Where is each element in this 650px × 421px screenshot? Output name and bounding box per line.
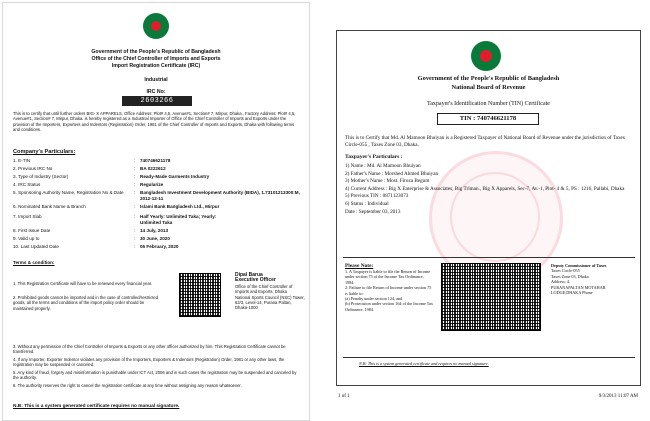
officer-line: Taxes Circle-055 — [551, 268, 580, 274]
bangladesh-emblem-icon — [143, 13, 169, 39]
tin-nbr-title: National Board of Revenue — [451, 84, 526, 91]
particular-value: Half Yearly: Unlimited Taka; Yearly: Unlimited Taka — [140, 214, 217, 225]
particular-label: 1. E-TIN — [13, 158, 31, 163]
tin-officer-block — [551, 263, 637, 295]
please-note-item: (b) Prosecution under section 164 of the Income Tax Ordinance, 1984. — [345, 301, 434, 312]
irc-gov-title: Government of the People's Republic of Bangladesh — [91, 49, 221, 55]
please-note-item: 1. A Taxpayer is liable to file the Return of Income under section 75 of the Income Tax Ordinance, 1984. — [345, 269, 431, 285]
page-indicator: 1 of 1 — [338, 394, 350, 399]
particular-label: 10. Last Updated Date — [13, 244, 59, 249]
particular-label: 7. Import Slab — [13, 214, 42, 219]
irc-term-item: 6. The authority reserves the right to cancel the registration certificate at any time without assigning any reason whatsoever. — [13, 383, 242, 388]
irc-term-item: 3. Without any permission of the Chief Controller of Imports & Exports or any other officer authorized by him, This Registration Certificate cannot be transferred. — [13, 344, 286, 355]
officer-line: Address: 4, — [551, 279, 571, 285]
particular-value: BA 0222612 — [140, 166, 166, 171]
tin-qr-code — [441, 263, 541, 331]
particular-value: Islami Bank Bangladesh Ltd., Mirpur — [140, 204, 220, 209]
irc-term-item: 1. This Registration Certificate will have to be renewed every financial year. — [13, 281, 153, 286]
officer-title: Executive Officer — [235, 277, 276, 284]
irc-particulars-title: Company's Particulars: — [13, 149, 76, 155]
tin-certificate-subtitle: Taxpayer's Identification Number (TIN) Certificate — [427, 101, 550, 107]
tin-divider — [343, 257, 635, 258]
tin-certificate-frame — [336, 30, 641, 386]
tin-date: Date : September 03, 2013 — [345, 208, 401, 215]
particular-value: 30 June, 2020 — [140, 236, 170, 241]
particular-value: Regularize — [140, 182, 164, 187]
tin-please-note — [345, 263, 433, 312]
officer-title: Deputy Commissioner of Taxes — [551, 263, 607, 268]
particular-value: 740746621178 — [140, 158, 171, 163]
tin-particular-item: 2) Father's Name : Morshed Ahmed Bhuiyan — [345, 170, 439, 177]
particular-value: 14 July, 2013 — [140, 228, 169, 233]
particular-label: 8. First Issue Date — [13, 228, 51, 233]
tin-footer-note: N.B: This is a system generated certificate and requires no manual signature. — [359, 361, 489, 366]
print-timestamp: 9/3/2013 11:07 AM — [598, 394, 638, 399]
irc-certificate-title: Import Registration Certificate (IRC) — [111, 63, 201, 69]
bangladesh-emblem-icon — [471, 41, 501, 71]
particular-value: Ready-Made Garments Industry — [140, 174, 210, 179]
irc-certificate: Government of the People's Republic of Bangladesh Office of the Chief Controller of Imports and Exports Import Registration Certificate (IRC) Industrial IRC No: 2603266 This is to certify that until further orders BIG- X APPARELS, Office Address: Plot# 4,5, Avenue#1, Section# 7, Mirpur, Dhaka., Factory Address: Plot# 4,5, Avenue#1, Section# 7, Mirpur, Dhaka. is hereby registered as a Industrial Importer of Office of the Chief Controller of Imports and Exports under the provision of the Importers, Exporters and Indentors (Registration) Order, 1981 of the Chief Controller of Imports and Exports, Dhaka with following terms and conditions. Company's Particulars: 1. E-TIN : 740746621178 2. Previous IRC No : BA 0222612 3. Type of Industry (Sector) : Ready-Made Garments Industry 4. IRC Status : Regularize 5. Sponsoring Authority Name, Registration No & Date : Bangladesh Investment Development Authority (BIDA), 1.73101213300:M, 2012-12-11 6. Nominated Bank Name & Branch : Islami Bank Bangladesh Ltd., Mirpur 7. Import Slab : Half Yearly: Unlimited Taka; Yearly: Unlimited Taka 8. First Issue Date : 14 July, 2013 9. Valid up to : 30 June, 2020 10. Last Updated Date : 05 February, 2020 Terms & condition: 1. This Registration Certificate will have to be renewed every financial year. 2. Prohibited goods cannot be imported and in the case of controlled/restricted goods, all the terms and conditions of the import policy order should be maintained properly. Dipal Barua Executive Officer Office of the Chief Controller of Imports and Exports, Dhaka National Sports Council (NSC) Tower, 62/3, Level-14, Purana Paltan, Dhaka-1000 3. Without any permission of the Chief Controller of Imports & Exports or any other officer authorized by him, This Registration Certificate cannot be transferred. 4. If any Importer, Exporter Indentor violates any provision of the Importers, Exporters & Indentors (Registration) Order, 1981 or any other laws, the registration may be suspended or canceled. 5. Any kind of fraud, forgery and misinformation is punishable under ICT Act, 2006 and in such cases the registration may be suspended and canceled by the authority. 6. The authority reserves the right to cancel the registration certificate at any time without assigning any reason whatsoever. N.B: This is a system generated certificate requires no manual signature. — [2, 2, 310, 421]
tin-particular-item: 1) Name : Md. Al Mamoon Bhuiyan — [345, 163, 421, 169]
officer-line: PURANAPALTAN MOTAHAR — [551, 284, 606, 290]
irc-footer-note: N.B: This is a system generated certificate requires no manual signature. — [13, 404, 180, 409]
particular-label: 9. Valid up to — [13, 236, 40, 241]
tin-particular-item: 3) Mother's Name : Most. Firoza Begum — [345, 178, 430, 185]
irc-term-item: 2. Prohibited goods cannot be imported and in the case of controlled/restricted goods, all the terms and conditions of the import policy order should be maintained properly. — [13, 295, 159, 311]
officer-line: LODGE,DHAKA Phone — [551, 290, 593, 296]
tin-intro-text: This is to Certify that Md. Al Mamoon Bhuiyan is a Registered Taxpayer of National Board of Revenue under the jurisdiction of Taxes Circle-055 , Taxes Zone 03, Dhaka. — [345, 135, 625, 148]
please-note-title: Please Note: — [345, 263, 374, 269]
irc-no-value: 2603266 — [122, 96, 192, 106]
particular-label: 3. Type of Industry (Sector) — [13, 174, 69, 179]
irc-officer-block — [235, 273, 305, 311]
particular-label: 6. Nominated Bank Name & Branch — [13, 204, 86, 209]
particular-label: 2. Previous IRC No — [13, 166, 53, 171]
please-note-item: (a) Penalty under section 124, and — [345, 296, 403, 302]
irc-intro-text: This is to certify that until further orders BIG- X APPARELS, Office Address: Plot# 4,5, Avenue#1, Section# 7, Mirpur, Dhaka., Factory Address: Plot# 4,5, Avenue#1, Section# 7, Mirpur, Dhaka. is hereby registered as a Industrial Importer of Office of the Chief Controller of Imports and Exports under the provision of the Importers, Exporters and Indentors (Registration) Order, 1981 of the Chief Controller of Imports and Exports, Dhaka with following terms and conditions. — [13, 111, 296, 133]
please-note-item: 2. Failure to file Return of Income under section 75 is liable to: — [345, 285, 432, 296]
particular-value: 05 February, 2020 — [140, 244, 179, 249]
officer-address: National Sports Council (NSC) Tower, 62/3, Level-14, Purana Paltan, Dhaka-1000 — [235, 294, 305, 311]
irc-category: Industrial — [144, 77, 168, 83]
irc-no-label: IRC No: — [146, 89, 166, 95]
tin-gov-title: Government of the People's Republic of Bangladesh — [417, 75, 560, 82]
tin-particulars-title: Taxpayer's Particulars : — [345, 154, 403, 160]
officer-office: Office of the Chief Controller of Imports and Exports, Dhaka — [235, 283, 293, 295]
particular-value: Bangladesh Investment Development Authority (BIDA), 1.73101213300:M, 2012-12-11 — [140, 190, 300, 201]
tin-particular-item: 4) Current Address : Big X Enterprise & Associates, Big Triman., Big X Apparels, Sec-7, Av.-1, Plot- 4 & 5, PS : 1216, Pallabi, Dhaka — [345, 185, 625, 192]
particular-label: 4. IRC Status — [13, 182, 41, 187]
tin-particulars-list — [345, 163, 635, 216]
officer-name: Dipal Barua — [235, 272, 263, 278]
irc-office-title: Office of the Chief Controller of Imports and Exports — [91, 56, 221, 62]
irc-term-item: 4. If any Importer, Exporter Indentor violates any provision of the Importers, Exporters & Indentors (Registration) Order, 1981 or any other laws, the registration may be suspended or canceled. — [13, 357, 285, 368]
irc-qr-code — [179, 273, 221, 317]
tin-particular-item: 6) Status : Individual — [345, 200, 389, 207]
irc-term-item: 5. Any kind of fraud, forgery and misinformation is punishable under ICT Act, 2006 and in such cases the registration may be suspended and canceled by the authority. — [13, 370, 297, 381]
officer-line: Taxes Zone 03, Dhaka — [551, 273, 589, 279]
tin-number: TIN : 740746621178 — [437, 113, 539, 125]
tin-divider — [343, 357, 635, 358]
particular-label: 5. Sponsoring Authority Name, Registration No & Date — [13, 190, 124, 195]
tin-particular-item: 5) Previous TIN : 0871123073 — [345, 193, 409, 200]
tin-certificate — [330, 2, 646, 419]
irc-terms-title: Terms & condition: — [13, 260, 55, 265]
